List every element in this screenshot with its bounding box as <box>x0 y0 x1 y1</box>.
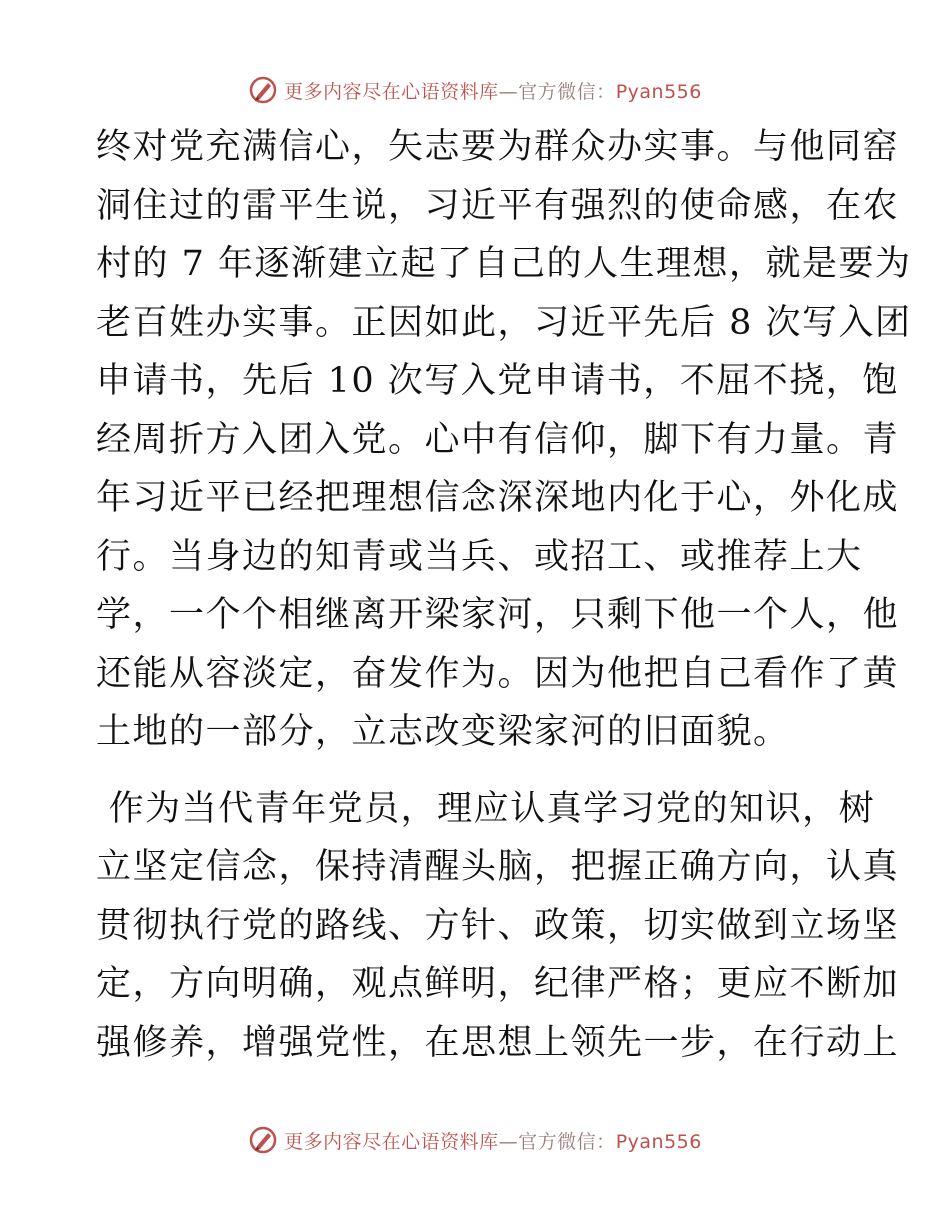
footer-watermark <box>0 1122 950 1158</box>
footer-watermark-wechat: Pyan556 <box>615 1130 702 1153</box>
text-line: 贯彻执行党的路线、方针、政策，切实做到立场坚 <box>96 905 900 946</box>
header-watermark-text <box>284 77 702 104</box>
pen-logo-icon <box>248 75 278 105</box>
text-line: 老百姓办实事。正因如此，习近平先后 8 次写入团 <box>96 302 912 343</box>
footer-watermark-label: 官方微信： <box>518 1130 616 1153</box>
text-line: 年习近平已经把理想信念深深地内化于心，外化成 <box>96 478 900 518</box>
header-watermark-wechat: Pyan556 <box>615 80 702 103</box>
text-line: 学，一个个相继离开梁家河，只剩下他一个人，他 <box>96 595 900 635</box>
text-line: 洞住过的雷平生说，习近平有强烈的使命感，在农 <box>96 185 900 226</box>
header-watermark-label: 官方微信： <box>518 80 616 103</box>
header-watermark-title: 更多内容尽在心语资料库 <box>284 80 499 103</box>
text-line: 村的 7 年逐渐建立起了自己的人生理想，就是要为 <box>96 244 912 284</box>
footer-watermark-title: 更多内容尽在心语资料库 <box>284 1130 499 1153</box>
text-line: 定，方向明确，观点鲜明，纪律严格；更应不断加 <box>96 964 900 1004</box>
text-line: 终对党充满信心，矢志要为群众办实事。与他同窑 <box>96 127 900 167</box>
paragraph-1 <box>96 118 912 762</box>
footer-watermark-separator: — <box>498 1130 519 1153</box>
text-line: 土地的一部分，立志改变梁家河的旧面貌。 <box>96 712 790 752</box>
text-line: 申请书，先后 10 次写入党申请书，不屈不挠，饱 <box>96 361 899 401</box>
paragraph-2 <box>96 780 900 1073</box>
pen-logo-icon <box>248 1125 278 1155</box>
text-line: 立坚定信念，保持清醒头脑，把握正确方向，认真 <box>96 847 900 887</box>
text-line: 强修养，增强党性，在思想上领先一步，在行动上 <box>96 1022 900 1063</box>
text-line: 还能从容淡定，奋发作为。因为他把自己看作了黄 <box>96 653 900 694</box>
paragraph-gap <box>96 762 856 780</box>
header-watermark <box>0 72 950 108</box>
text-line: 作为当代青年党员，理应认真学习党的知识，树 <box>96 788 876 829</box>
footer-watermark-text <box>284 1127 702 1154</box>
document-body <box>96 118 912 1072</box>
header-watermark-separator: — <box>498 80 519 103</box>
text-line: 行。当身边的知青或当兵、或招工、或推荐上大 <box>96 536 863 577</box>
text-line: 经周折方入团入党。心中有信仰，脚下有力量。青 <box>96 419 900 460</box>
